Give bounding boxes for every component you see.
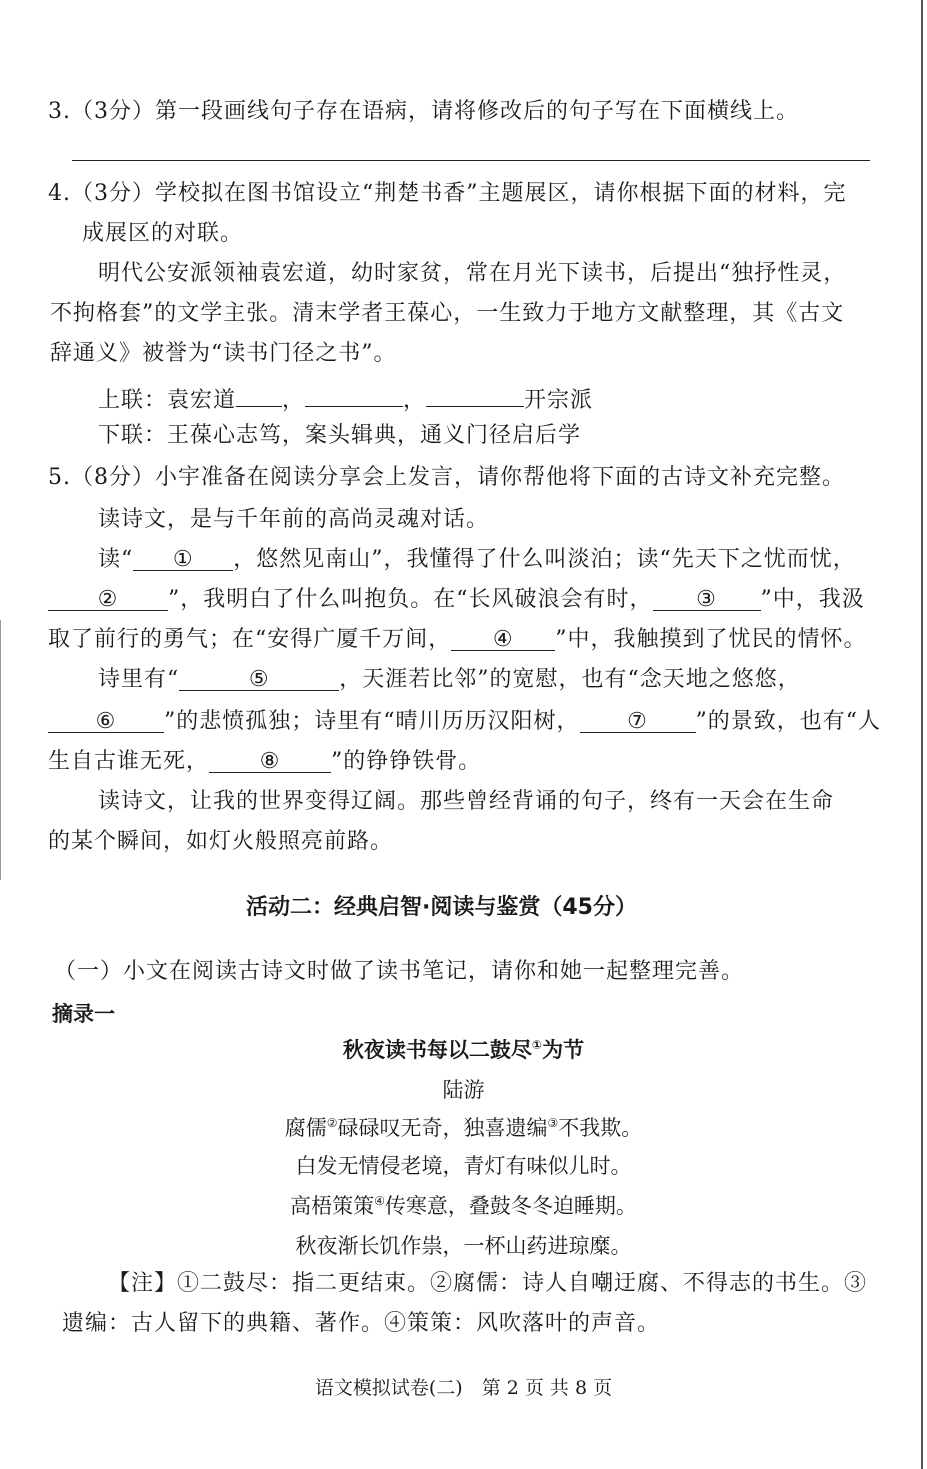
question-3: 3.（3分）第一段画线句子存在语病，请将修改后的句子写在下面横线上。 bbox=[48, 99, 799, 124]
q4-material-line1: 明代公安派领袖袁宏道，幼时家贫，常在月光下读书，后提出“独抒性灵， bbox=[98, 261, 847, 286]
q5-text: ”的景致，也有“人 bbox=[695, 709, 881, 734]
q5-text: ”，我明白了什么叫抱负。在“长风破浪会有时， bbox=[168, 587, 653, 612]
q4-material-line2: 不拘格套”的文学主张。清末学者王葆心，一生致力于地方文献整理，其《古文 bbox=[50, 301, 845, 326]
q5-text: ”的悲愤孤独；诗里有“晴川历历汉阳树， bbox=[164, 709, 580, 734]
blank-7[interactable]: ⑦ bbox=[580, 708, 696, 733]
question-4-line2: 成展区的对联。 bbox=[82, 221, 244, 246]
binding-margin-mark bbox=[0, 620, 7, 880]
upper-blank-1[interactable] bbox=[236, 382, 282, 407]
blank-3[interactable]: ③ bbox=[653, 586, 761, 611]
poem-text: 不我欺。 bbox=[558, 1116, 643, 1140]
blank-2[interactable]: ② bbox=[48, 586, 168, 611]
question-4-line1: 4.（3分）学校拟在图书馆设立“荆楚书香”主题展区，请你根据下面的材料，完 bbox=[48, 181, 847, 206]
q5-paragraph-line3 bbox=[48, 626, 867, 654]
q5-text: ，悠然见南山”，我懂得了什么叫淡泊；读“先天下之忧而忧， bbox=[233, 547, 856, 572]
upper-blank-3[interactable] bbox=[426, 382, 524, 407]
part-1-intro: （一）小文在阅读古诗文时做了读书笔记，请你和她一起整理完善。 bbox=[54, 959, 745, 984]
q5-paragraph-line4 bbox=[98, 666, 801, 694]
q5-text: ”的铮铮铁骨。 bbox=[331, 749, 482, 774]
poem-title-text: 秋夜读书每以二鼓尽 bbox=[342, 1038, 532, 1062]
poem-line-1 bbox=[0, 1114, 927, 1142]
poem-line-2: 白发无情侵老境，青灯有味似儿时。 bbox=[295, 1154, 632, 1178]
poem-line-3 bbox=[0, 1192, 927, 1220]
blank-8[interactable]: ⑧ bbox=[209, 748, 331, 773]
poem-title bbox=[0, 1036, 927, 1064]
activity-2-heading: 活动二：经典启智·阅读与鉴赏（45分） bbox=[246, 895, 637, 920]
q5-text: ，天涯若比邻”的宽慰，也有“念天地之悠悠， bbox=[339, 667, 801, 692]
q4-lower-couplet: 下联：王葆心志笃，案头辑典，通义门径启后学 bbox=[98, 423, 582, 448]
upper-couplet-end: 开宗派 bbox=[524, 388, 594, 413]
q5-text: ”中，我汲 bbox=[760, 587, 865, 612]
q5-paragraph-line1 bbox=[98, 546, 856, 574]
q4-material-line3: 辞通义》被誉为“读书门径之书”。 bbox=[50, 341, 397, 366]
q5-closing-line2: 的某个瞬间，如灯火般照亮前路。 bbox=[48, 829, 394, 854]
poem-author: 陆游 bbox=[442, 1078, 485, 1102]
poem-line-4: 秋夜渐长饥作祟，一杯山药进琼糜。 bbox=[295, 1234, 632, 1258]
poem-text: 传寒意，叠鼓冬冬迫睡期。 bbox=[384, 1194, 637, 1218]
blank-1[interactable]: ① bbox=[133, 546, 233, 571]
poem-text: 高梧策策 bbox=[290, 1194, 375, 1218]
poem-text: 碌碌叹无奇，独喜遗编 bbox=[337, 1116, 548, 1140]
q5-text: 读“ bbox=[98, 547, 134, 572]
q5-paragraph-line6 bbox=[48, 748, 481, 776]
upper-sep-1: ， bbox=[282, 388, 306, 413]
excerpt-label: 摘录一 bbox=[52, 1002, 115, 1026]
q5-closing-line1: 读诗文，让我的世界变得辽阔。那些曾经背诵的句子，终有一天会在生命 bbox=[98, 789, 835, 814]
blank-6[interactable]: ⑥ bbox=[48, 708, 164, 733]
notes-line-2: 遗编：古人留下的典籍、著作。④策策：风吹落叶的声音。 bbox=[62, 1311, 661, 1336]
q5-text: ”中，我触摸到了忧民的情怀。 bbox=[555, 627, 867, 652]
blank-5[interactable]: ⑤ bbox=[179, 666, 339, 691]
q5-intro: 读诗文，是与千年前的高尚灵魂对话。 bbox=[98, 507, 490, 532]
upper-blank-2[interactable] bbox=[305, 382, 403, 407]
poem-title-text: 为节 bbox=[542, 1038, 585, 1062]
footnote-mark: ① bbox=[531, 1038, 543, 1052]
footnote-mark: ② bbox=[326, 1116, 338, 1130]
q5-paragraph-line2 bbox=[48, 586, 865, 614]
notes-line-1: 【注】①二鼓尽：指二更结束。②腐儒：诗人自嘲迂腐、不得志的书生。③ bbox=[108, 1271, 868, 1296]
upper-couplet-label: 上联：袁宏道 bbox=[98, 388, 237, 413]
q5-text: 取了前行的勇气；在“安得广厦千万间， bbox=[48, 627, 452, 652]
footnote-mark: ④ bbox=[374, 1194, 385, 1208]
upper-sep-2: ， bbox=[403, 388, 427, 413]
q4-upper-couplet bbox=[98, 382, 593, 415]
q5-paragraph-line5 bbox=[48, 708, 881, 736]
question-5-line1: 5.（8分）小宇准备在阅读分享会上发言，请你帮他将下面的古诗文补充完整。 bbox=[48, 465, 845, 490]
footnote-mark: ③ bbox=[547, 1116, 559, 1130]
blank-4[interactable]: ④ bbox=[451, 626, 555, 651]
q5-text: 生自古谁无死， bbox=[48, 749, 210, 774]
poem-text: 腐儒 bbox=[284, 1116, 327, 1140]
page-footer: 语文模拟试卷(二) 第 2 页 共 8 页 bbox=[314, 1377, 613, 1399]
q5-text: 诗里有“ bbox=[98, 667, 180, 692]
q3-answer-line[interactable] bbox=[72, 160, 870, 161]
